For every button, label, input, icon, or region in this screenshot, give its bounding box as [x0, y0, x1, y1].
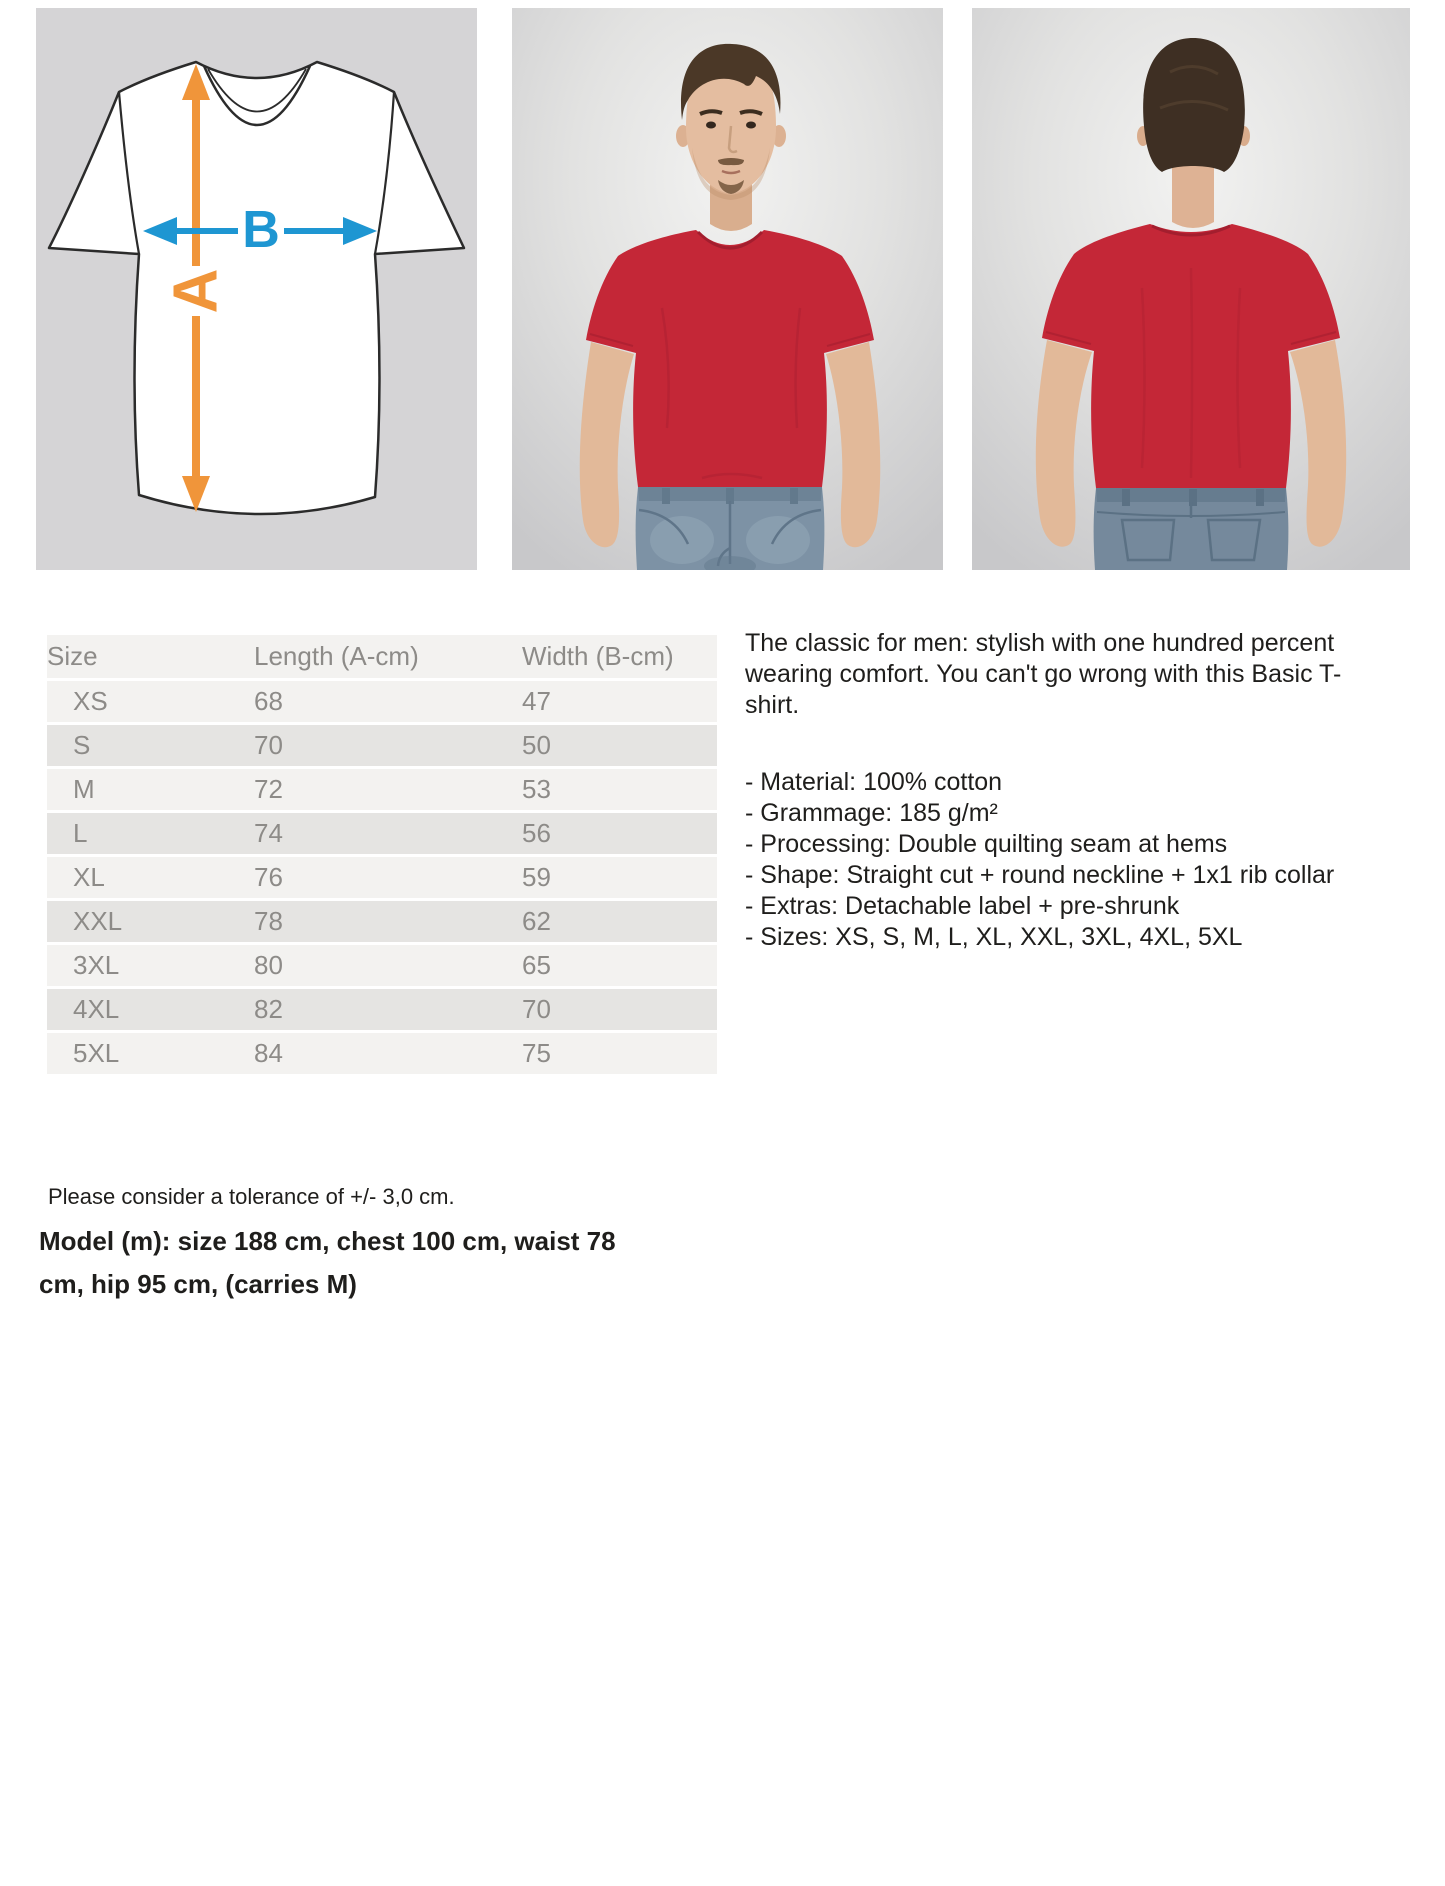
size-table-row [47, 899, 717, 943]
size-table-row [47, 987, 717, 1031]
size-cell: M [47, 767, 254, 811]
size-table [47, 635, 717, 1077]
model-measurements-line: cm, hip 95 cm, (carries M) [39, 1269, 357, 1299]
size-table-body [47, 679, 717, 1075]
belt-loop [662, 488, 670, 504]
width-cell: 65 [522, 943, 717, 987]
model-hair-back [1143, 38, 1245, 172]
width-cell: 53 [522, 767, 717, 811]
width-cell: 47 [522, 679, 717, 723]
length-cell: 68 [254, 679, 522, 723]
product-attribute: - Processing: Double quilting seam at hems [745, 830, 1228, 858]
jeans-wash-right [746, 516, 810, 564]
model-measurements-note [39, 1220, 664, 1306]
jeans-back-pocket-left [1122, 520, 1174, 560]
model-mustache [718, 158, 744, 165]
product-attribute: - Grammage: 185 g/m² [745, 799, 998, 827]
product-attribute: - Extras: Detachable label + pre-shrunk [745, 892, 1180, 920]
size-table-header-cell: Width (B-cm) [522, 635, 717, 679]
belt-loop [1256, 489, 1264, 506]
tshirt-measurement-diagram [36, 8, 477, 570]
length-cell: 78 [254, 899, 522, 943]
belt-loop [790, 488, 798, 504]
length-cell: 74 [254, 811, 522, 855]
size-table-header-row [47, 635, 717, 679]
width-cell: 56 [522, 811, 717, 855]
size-cell: XL [47, 855, 254, 899]
length-cell: 72 [254, 767, 522, 811]
product-description [745, 628, 1347, 953]
width-cell: 62 [522, 899, 717, 943]
model-eye-right [746, 122, 756, 129]
size-table-header-cell: Size [47, 635, 254, 679]
tolerance-note: Please consider a tolerance of +/- 3,0 cm. [48, 1184, 455, 1209]
width-cell: 70 [522, 987, 717, 1031]
product-attribute-list [745, 767, 1347, 953]
size-diagram-panel [36, 8, 477, 570]
size-table-row [47, 943, 717, 987]
product-attribute: - Material: 100% cotton [745, 768, 1003, 796]
model-eye-left [706, 122, 716, 129]
size-cell: 3XL [47, 943, 254, 987]
size-table-row [47, 679, 717, 723]
size-cell: 4XL [47, 987, 254, 1031]
size-cell: XXL [47, 899, 254, 943]
description-intro: The classic for men: stylish with one hundred percent wearing comfort. You can't go wrong with this Basic T-shirt. [745, 629, 1342, 719]
length-cell: 84 [254, 1031, 522, 1075]
model-photo-back [972, 8, 1410, 570]
size-cell: L [47, 811, 254, 855]
size-cell: 5XL [47, 1031, 254, 1075]
model-measurements-line: Model (m): size 188 cm, chest 100 cm, waist 78 [39, 1226, 616, 1256]
size-table-row [47, 723, 717, 767]
size-table-row [47, 767, 717, 811]
size-table-row [47, 811, 717, 855]
model-front-illustration [512, 8, 943, 570]
width-cell: 75 [522, 1031, 717, 1075]
product-attribute: - Sizes: XS, S, M, L, XL, XXL, 3XL, 4XL, 5XL [745, 923, 1243, 951]
width-label: B [242, 201, 280, 259]
size-cell: XS [47, 679, 254, 723]
belt-loop [1122, 489, 1130, 506]
size-notes [39, 1184, 664, 1306]
size-table-header-cell: Length (A-cm) [254, 635, 522, 679]
width-cell: 59 [522, 855, 717, 899]
length-label: A [161, 268, 231, 314]
size-table-row [47, 855, 717, 899]
product-attribute: - Shape: Straight cut + round neckline + 1x1 rib collar [745, 861, 1335, 889]
model-photo-front [512, 8, 943, 570]
size-cell: S [47, 723, 254, 767]
jeans-wash-left [650, 516, 714, 564]
length-cell: 70 [254, 723, 522, 767]
size-table-row [47, 1031, 717, 1075]
width-cell: 50 [522, 723, 717, 767]
length-cell: 76 [254, 855, 522, 899]
length-cell: 80 [254, 943, 522, 987]
model-back-illustration [972, 8, 1410, 570]
jeans-back-pocket-right [1208, 520, 1260, 560]
length-cell: 82 [254, 987, 522, 1031]
